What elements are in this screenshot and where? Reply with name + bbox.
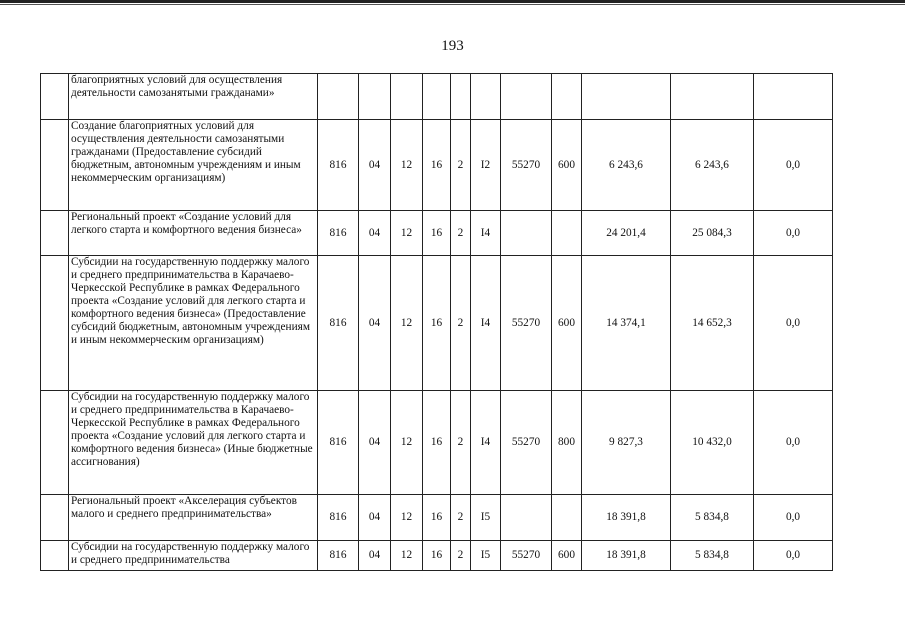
name-cell: Создание благоприятных условий для осуществления деятельности самозанятыми гражданами (Предоставление субсидий бюджетным, автономным учреждениям и иным некоммерческим организациям): [69, 120, 318, 211]
subprogram-cell: 2: [451, 391, 471, 495]
program-cell: 16: [423, 211, 451, 256]
direction-cell: [501, 211, 552, 256]
sum-2-cell: 25 084,3: [671, 211, 754, 256]
subsection-cell: 12: [391, 120, 423, 211]
project-cell: I5: [471, 541, 501, 571]
sum-3-cell: 0,0: [754, 120, 833, 211]
subprogram-cell: 2: [451, 211, 471, 256]
subsection-cell: 12: [391, 541, 423, 571]
program-cell: 16: [423, 495, 451, 541]
index-cell: [41, 495, 69, 541]
program-cell: 16: [423, 120, 451, 211]
subsection-cell: 12: [391, 211, 423, 256]
index-cell: [41, 211, 69, 256]
index-cell: [41, 74, 69, 120]
table-row: [41, 391, 833, 495]
table-row: [41, 495, 833, 541]
expense-type-cell: 600: [552, 541, 582, 571]
sum-2-cell: 14 652,3: [671, 256, 754, 391]
page-number: 193: [441, 38, 464, 54]
project-cell: [471, 74, 501, 120]
name-cell: Субсидии на государственную поддержку малого и среднего предпринимательства в Карачаево-Черкесской Республике в рамках Федерального проекта «Создание условий для легкого старта и комфортного ведения бизнеса» (Иные бюджетные ассигнования): [69, 391, 318, 495]
subprogram-cell: 2: [451, 541, 471, 571]
program-cell: 16: [423, 256, 451, 391]
sum-3-cell: 0,0: [754, 495, 833, 541]
direction-cell: 55270: [501, 256, 552, 391]
project-cell: I4: [471, 211, 501, 256]
expense-type-cell: 800: [552, 391, 582, 495]
ministry-cell: 816: [318, 541, 359, 571]
sum-1-cell: 18 391,8: [582, 541, 671, 571]
direction-cell: 55270: [501, 391, 552, 495]
subprogram-cell: [451, 74, 471, 120]
table-row: [41, 120, 833, 211]
budget-table: [40, 73, 833, 571]
ministry-cell: 816: [318, 256, 359, 391]
sum-3-cell: 0,0: [754, 391, 833, 495]
index-cell: [41, 256, 69, 391]
sum-1-cell: 14 374,1: [582, 256, 671, 391]
program-cell: 16: [423, 541, 451, 571]
expense-type-cell: [552, 74, 582, 120]
sum-1-cell: [582, 74, 671, 120]
scan-top-border: [0, 0, 905, 5]
table-row: [41, 74, 833, 120]
sum-2-cell: 5 834,8: [671, 495, 754, 541]
sum-2-cell: 10 432,0: [671, 391, 754, 495]
table-row: [41, 541, 833, 571]
section-cell: 04: [359, 120, 391, 211]
subprogram-cell: 2: [451, 256, 471, 391]
table-row: [41, 211, 833, 256]
section-cell: 04: [359, 391, 391, 495]
project-cell: I2: [471, 120, 501, 211]
name-cell: Субсидии на государственную поддержку малого и среднего предпринимательства: [69, 541, 318, 571]
section-cell: 04: [359, 256, 391, 391]
program-cell: 16: [423, 391, 451, 495]
sum-1-cell: 6 243,6: [582, 120, 671, 211]
project-cell: I4: [471, 391, 501, 495]
sum-2-cell: 5 834,8: [671, 541, 754, 571]
table-row: [41, 256, 833, 391]
sum-2-cell: [671, 74, 754, 120]
direction-cell: [501, 74, 552, 120]
expense-type-cell: [552, 495, 582, 541]
section-cell: 04: [359, 211, 391, 256]
sum-3-cell: [754, 74, 833, 120]
ministry-cell: [318, 74, 359, 120]
ministry-cell: 816: [318, 211, 359, 256]
name-cell: Региональный проект «Акселерация субъектов малого и среднего предпринимательства»: [69, 495, 318, 541]
sum-1-cell: 9 827,3: [582, 391, 671, 495]
sum-3-cell: 0,0: [754, 211, 833, 256]
ministry-cell: 816: [318, 391, 359, 495]
name-cell: благоприятных условий для осуществления деятельности самозанятыми гражданами»: [69, 74, 318, 120]
project-cell: I4: [471, 256, 501, 391]
ministry-cell: 816: [318, 120, 359, 211]
expense-type-cell: 600: [552, 256, 582, 391]
section-cell: 04: [359, 495, 391, 541]
sum-2-cell: 6 243,6: [671, 120, 754, 211]
project-cell: I5: [471, 495, 501, 541]
section-cell: [359, 74, 391, 120]
ministry-cell: 816: [318, 495, 359, 541]
direction-cell: 55270: [501, 541, 552, 571]
subsection-cell: 12: [391, 495, 423, 541]
index-cell: [41, 541, 69, 571]
sum-1-cell: 18 391,8: [582, 495, 671, 541]
section-cell: 04: [359, 541, 391, 571]
sum-3-cell: 0,0: [754, 541, 833, 571]
direction-cell: [501, 495, 552, 541]
subsection-cell: 12: [391, 256, 423, 391]
index-cell: [41, 391, 69, 495]
name-cell: Региональный проект «Создание условий для легкого старта и комфортного ведения бизнеса»: [69, 211, 318, 256]
sum-1-cell: 24 201,4: [582, 211, 671, 256]
name-cell: Субсидии на государственную поддержку малого и среднего предпринимательства в Карачаево-Черкесской Республике в рамках Федерального проекта «Создание условий для легкого старта и комфортного ведения бизнеса» (Предоставление субсидий бюджетным, автономным учреждениям и иным некоммерческим организациям): [69, 256, 318, 391]
subsection-cell: [391, 74, 423, 120]
subprogram-cell: 2: [451, 120, 471, 211]
subprogram-cell: 2: [451, 495, 471, 541]
expense-type-cell: [552, 211, 582, 256]
expense-type-cell: 600: [552, 120, 582, 211]
subsection-cell: 12: [391, 391, 423, 495]
index-cell: [41, 120, 69, 211]
direction-cell: 55270: [501, 120, 552, 211]
sum-3-cell: 0,0: [754, 256, 833, 391]
program-cell: [423, 74, 451, 120]
